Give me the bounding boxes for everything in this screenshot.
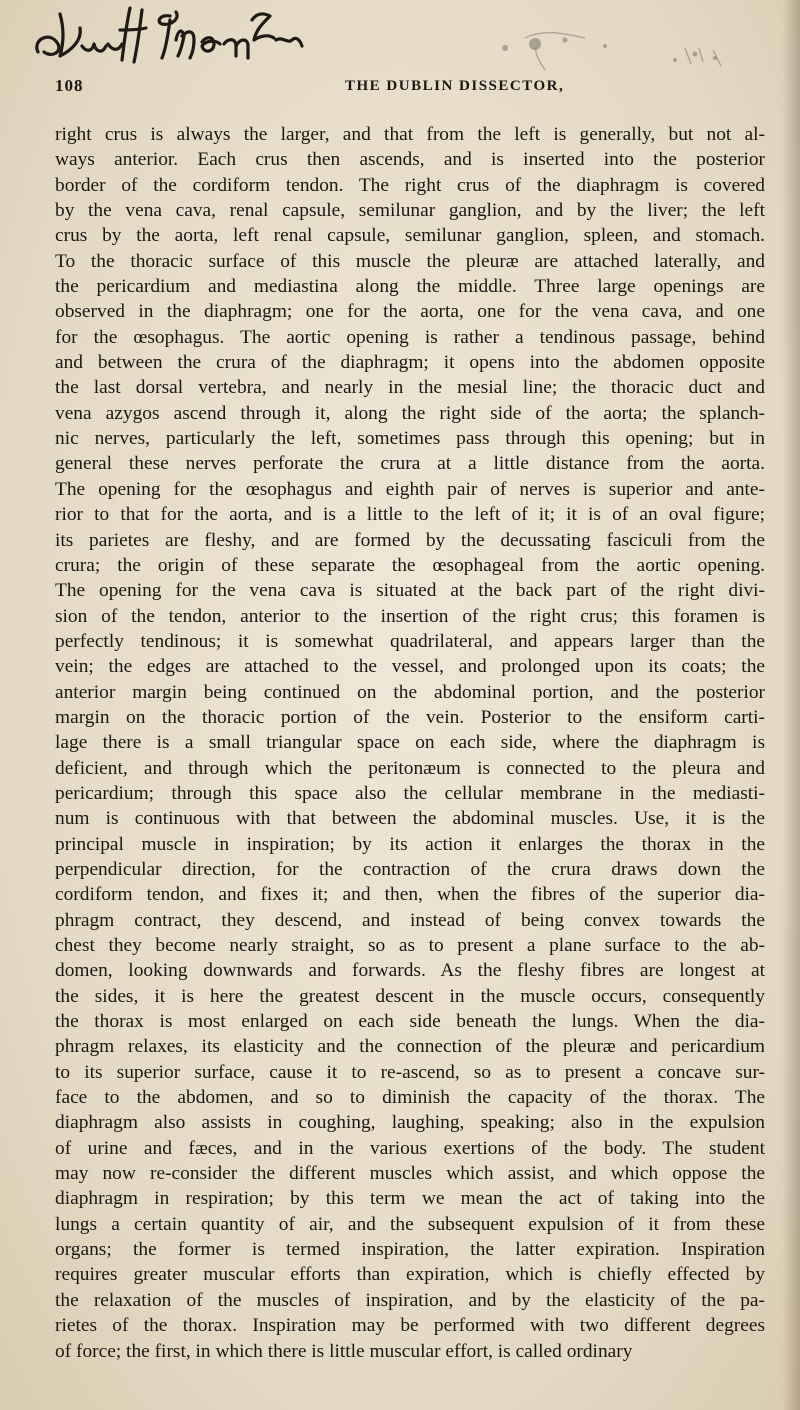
- text-line: face to the abdomen, and so to diminish the capacity of the thorax. The: [55, 1087, 765, 1109]
- text-line: diaphragm in respiration; by this term we mean the act of taking into the: [55, 1188, 765, 1210]
- text-line: vein; the edges are attached to the vessel, and prolonged upon its coats; the: [55, 656, 765, 678]
- text-line: lungs a certain quantity of air, and the subsequent expulsion of it from these: [55, 1213, 765, 1235]
- text-line: ways anterior. Each crus then ascends, and is inserted into the posterior: [55, 149, 765, 171]
- text-line: right crus is always the larger, and that from the left is generally, but not al-: [55, 124, 765, 145]
- page-edge-shadow: [782, 0, 800, 1410]
- body-text: [55, 122, 765, 1364]
- text-line: the thorax is most enlarged on each side beneath the lungs. When the dia-: [55, 1011, 765, 1033]
- text-line: The opening for the vena cava is situated at the back part of the right divi-: [55, 580, 765, 602]
- text-line: crura; the origin of these separate the œsophageal from the aortic opening.: [55, 554, 765, 576]
- page-number: 108: [55, 76, 84, 95]
- text-line: may now re-consider the different muscles which assist, and which oppose the: [55, 1163, 765, 1185]
- text-line: chest they become nearly straight, so as to present a plane surface to the ab-: [55, 935, 765, 956]
- text-line: pericardium; through this space also the cellular membrane in the mediasti-: [55, 782, 765, 804]
- text-line: of force; the first, in which there is little muscular effort, is called ordinary: [55, 1340, 633, 1362]
- text-line: observed in the diaphragm; one for the aorta, one for the vena cava, and one: [55, 301, 765, 323]
- text-line: deficient, and through which the peritonæum is connected to the pleura and: [55, 757, 765, 779]
- text-line: organs; the former is termed inspiration, the latter expiration. Inspiration: [55, 1239, 765, 1261]
- text-line: the pericardium and mediastina along the middle. Three large openings are: [55, 276, 765, 298]
- text-line: sion of the tendon, anterior to the insertion of the right crus; this foramen is: [55, 605, 765, 627]
- text-line: phragm relaxes, its elasticity and the connection of the pleuræ and pericardium: [55, 1036, 765, 1058]
- text-line: border of the cordiform tendon. The right crus of the diaphragm is covered: [55, 174, 765, 196]
- text-line: nic nerves, particularly the left, sometimes pass through this opening; but in: [55, 428, 765, 450]
- text-line: diaphragm also assists in coughing, laughing, speaking; also in the expulsion: [55, 1112, 765, 1134]
- text-line: of urine and fæces, and in the various exertions of the body. The student: [55, 1137, 765, 1159]
- text-line: domen, looking downwards and forwards. As the fleshy fibres are longest at: [55, 960, 765, 982]
- text-line: rior to that for the aorta, and is a little to the left of it; it is of an oval figure;: [55, 504, 765, 526]
- handwritten-signature: [30, 0, 330, 70]
- text-line: perpendicular direction, for the contraction of the crura draws down the: [55, 858, 765, 880]
- text-line: the last dorsal vertebra, and nearly in the mesial line; the thoracic duct and: [55, 377, 765, 399]
- text-line: The opening for the œsophagus and eighth pair of nerves is superior and ante-: [55, 478, 765, 500]
- text-line: to its superior surface, cause it to re-ascend, so as to present a concave sur-: [55, 1061, 765, 1083]
- text-line: cordiform tendon, and fixes it; and then, when the fibres of the superior dia-: [55, 884, 765, 906]
- text-line: requires greater muscular efforts than expiration, which is chiefly effected by: [55, 1264, 765, 1286]
- text-line: general these nerves perforate the crura at a little distance from the aorta.: [55, 453, 765, 475]
- text-line: and between the crura of the diaphragm; it opens into the abdomen opposite: [55, 352, 765, 374]
- text-line: rietes of the thorax. Inspiration may be performed with two different degrees: [55, 1315, 765, 1337]
- text-line: for the œsophagus. The aortic opening is rather a tendinous passage, behind: [55, 326, 765, 348]
- text-line: perfectly tendinous; it is somewhat quadrilateral, and appears larger than the: [55, 630, 765, 652]
- text-line: its parietes are fleshy, and are formed by the decussating fasciculi from the: [55, 529, 765, 551]
- page-header: [55, 68, 765, 108]
- running-head: THE DUBLIN DISSECTOR,: [345, 78, 565, 94]
- text-line: by the vena cava, renal capsule, semilunar ganglion, and by the liver; the left: [55, 200, 765, 222]
- text-line: num is continuous with that between the abdominal muscles. Use, it is the: [55, 808, 765, 830]
- text-line: principal muscle in inspiration; by its action it enlarges the thorax in the: [55, 833, 765, 855]
- text-line: anterior margin being continued on the abdominal portion, and the posterior: [55, 681, 765, 703]
- text-line: vena azygos ascend through it, along the right side of the aorta; the splanch-: [55, 402, 765, 424]
- text-line: lage there is a small triangular space on each side, where the diaphragm is: [55, 732, 765, 754]
- text-line: the relaxation of the muscles of inspiration, and by the elasticity of the pa-: [55, 1289, 765, 1311]
- text-line: To the thoracic surface of this muscle the pleuræ are attached laterally, and: [55, 250, 765, 272]
- text-line: phragm contract, they descend, and instead of being convex towards the: [55, 909, 765, 931]
- text-line: margin on the thoracic portion of the vein. Posterior to the ensiform carti-: [55, 706, 765, 728]
- text-line: crus by the aorta, left renal capsule, semilunar ganglion, spleen, and stomach.: [55, 225, 765, 247]
- text-line: the sides, it is here the greatest descent in the muscle occurs, consequently: [55, 985, 765, 1007]
